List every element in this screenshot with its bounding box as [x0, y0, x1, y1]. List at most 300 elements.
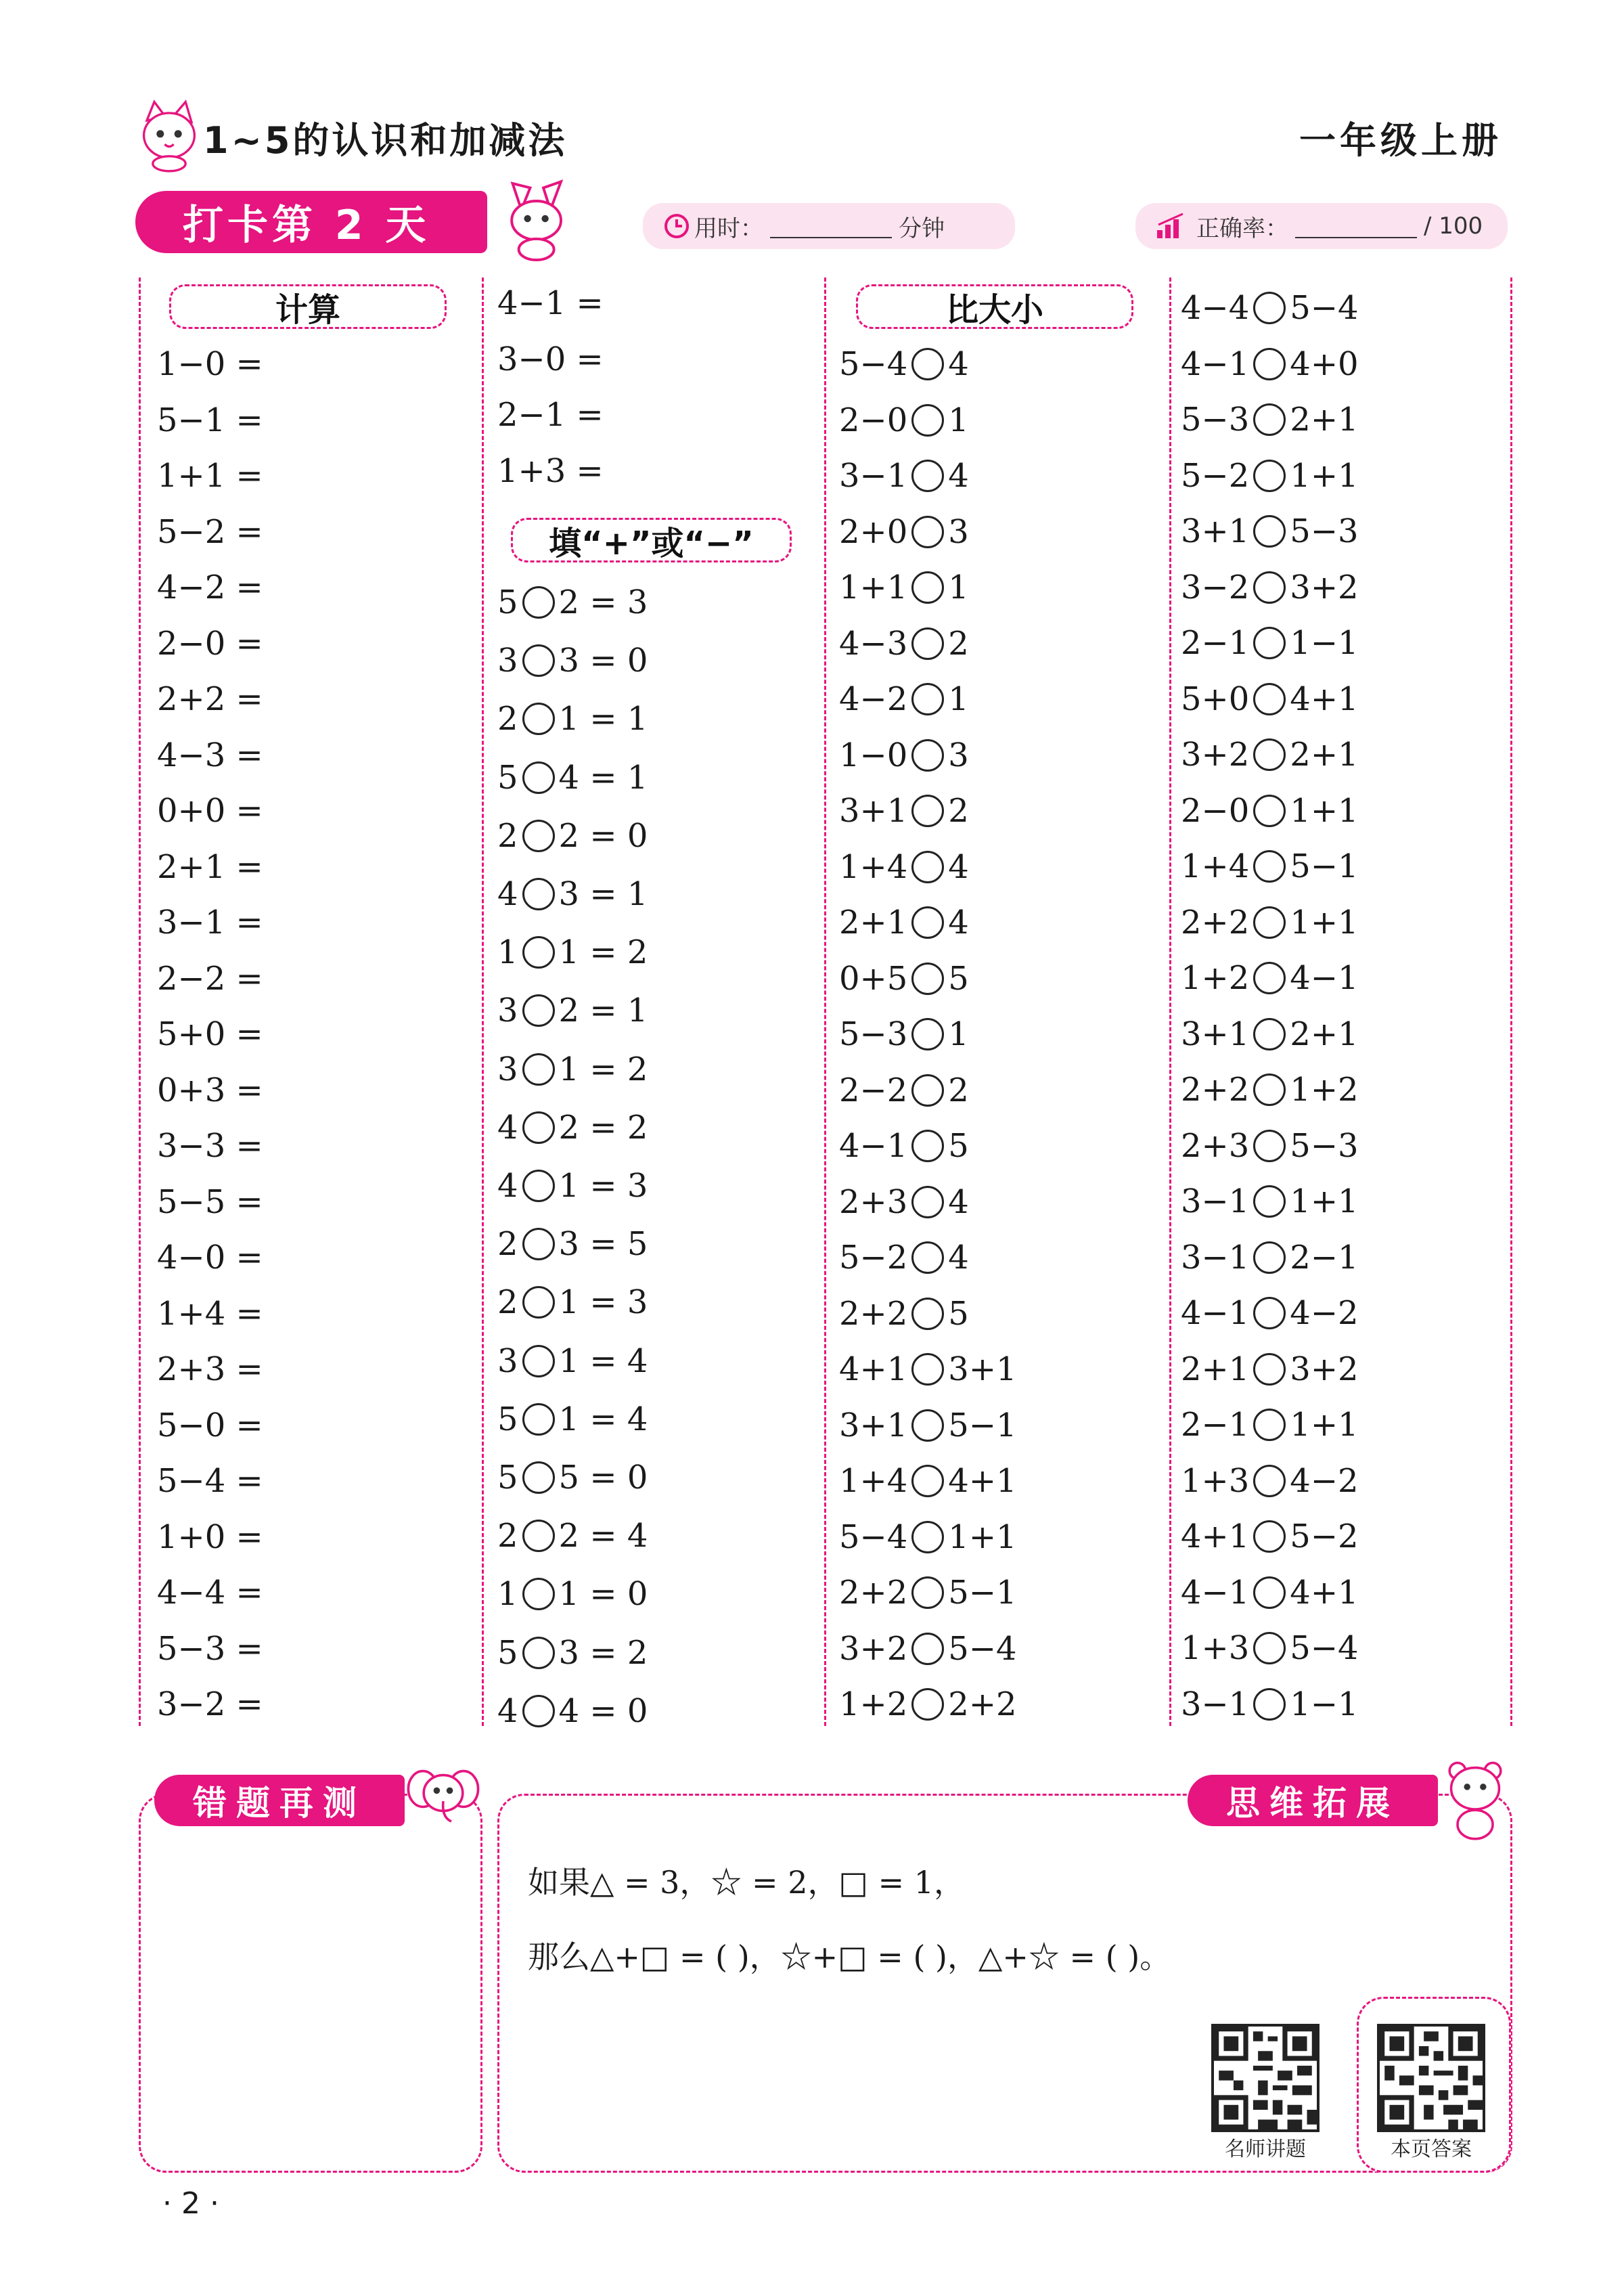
answer-circle[interactable] [911, 1633, 944, 1665]
compare-problem [1181, 1516, 1359, 1557]
fill-right: 3 = 1 [558, 875, 648, 913]
answer-circle[interactable] [522, 1111, 555, 1144]
compare-left: 3−2 [1181, 568, 1250, 606]
calc-problem [157, 1517, 263, 1557]
fill-right: 3 = 2 [558, 1633, 648, 1672]
calc-problem [157, 400, 263, 441]
chapter-title: 1~5的认识和加减法 [203, 119, 568, 162]
compare-problem [1181, 1628, 1359, 1668]
answer-circle[interactable] [1253, 962, 1286, 994]
section-compare-label: 比大小 [945, 290, 1043, 329]
fill-left: 5 [497, 1633, 518, 1672]
fill-left: 3 [497, 1050, 518, 1088]
qr-code-answer-icon[interactable] [1377, 2024, 1485, 2132]
accuracy-label: 正确率： [1196, 215, 1288, 242]
answer-circle[interactable] [911, 1241, 944, 1274]
compare-left: 1+2 [1181, 959, 1250, 997]
calc-expression: 5−5 = [157, 1182, 263, 1221]
elephant-mascot-icon [403, 1756, 484, 1838]
fill-problem [497, 874, 648, 914]
compare-right: 4+1 [1290, 680, 1359, 718]
compare-problem [1181, 1572, 1359, 1613]
answer-circle[interactable] [522, 1637, 555, 1669]
section-fill-label: 填“+”或“−” [549, 524, 754, 562]
compare-left: 1+4 [839, 847, 908, 886]
answer-circle[interactable] [1253, 571, 1286, 604]
compare-right: 2 [948, 792, 969, 830]
calc-expression: 3−0 = [497, 340, 604, 378]
answer-circle[interactable] [1253, 795, 1286, 827]
answer-circle[interactable] [911, 1688, 944, 1721]
answer-circle[interactable] [1253, 1353, 1286, 1386]
answer-circle[interactable] [522, 1520, 555, 1552]
calc-problem [157, 456, 263, 496]
answer-circle[interactable] [1253, 1576, 1286, 1609]
answer-circle[interactable] [1253, 1018, 1286, 1050]
answer-circle[interactable] [911, 1018, 944, 1050]
day-banner [135, 191, 487, 253]
qr2-caption: 本页答案 [1391, 2138, 1472, 2161]
compare-problem [1181, 1461, 1359, 1501]
calc-problem [157, 1349, 263, 1390]
compare-right: 1+1 [1290, 903, 1359, 942]
calc-problem [157, 1182, 263, 1222]
calc-problem [157, 1293, 263, 1334]
calc-expression: 2+3 = [157, 1350, 263, 1388]
calc-problem [497, 339, 604, 380]
fill-right: 3 = 5 [558, 1225, 648, 1264]
fill-left: 2 [497, 816, 518, 855]
divider-1 [482, 278, 484, 1726]
compare-right: 1−1 [1290, 1685, 1359, 1723]
calc-expression: 1+0 = [157, 1518, 263, 1556]
answer-circle[interactable] [1253, 1074, 1286, 1106]
compare-right: 1+1 [948, 1518, 1017, 1556]
answer-circle[interactable] [1253, 1688, 1286, 1721]
calc-problem [157, 1405, 263, 1446]
compare-problem [1181, 734, 1359, 775]
calc-problem [157, 623, 263, 664]
answer-circle[interactable] [1253, 1185, 1286, 1218]
calc-problem [157, 1237, 263, 1278]
answer-circle[interactable] [911, 1409, 944, 1442]
compare-problem [839, 1014, 969, 1055]
calc-problem [157, 902, 263, 943]
answer-circle[interactable] [911, 963, 944, 995]
compare-left: 2−2 [839, 1071, 908, 1109]
compare-problem [839, 512, 969, 552]
compare-problem [839, 567, 969, 608]
answer-circle[interactable] [911, 1353, 944, 1386]
compare-left: 1+3 [1181, 1461, 1250, 1500]
fill-right: 2 = 0 [558, 816, 648, 855]
time-unit: 分钟 [899, 215, 945, 242]
answer-circle[interactable] [911, 460, 944, 492]
compare-left: 3−1 [839, 457, 908, 495]
answer-circle[interactable] [911, 1521, 944, 1553]
answer-circle[interactable] [1253, 1409, 1286, 1441]
fill-left: 4 [497, 875, 518, 913]
calc-expression: 2+1 = [157, 847, 263, 886]
calc-expression: 3−2 = [157, 1685, 263, 1723]
think-line-2: 那么△+□ = ( )，☆+□ = ( )，△+☆ = ( )。 [528, 1939, 1171, 1975]
fill-problem [497, 932, 648, 973]
compare-left: 2−0 [839, 401, 908, 439]
compare-problem [839, 1461, 1017, 1501]
answer-circle[interactable] [522, 644, 555, 677]
answer-circle[interactable] [1253, 460, 1286, 492]
answer-circle[interactable] [911, 516, 944, 548]
answer-circle[interactable] [522, 1403, 555, 1436]
answer-circle[interactable] [1253, 348, 1286, 380]
compare-right: 2 [948, 624, 969, 663]
answer-circle[interactable] [1253, 906, 1286, 939]
calc-expression: 1+1 = [157, 457, 263, 495]
day-label: 打卡第 2 天 [183, 202, 430, 249]
answer-circle[interactable] [911, 851, 944, 883]
compare-left: 4−1 [1181, 345, 1250, 383]
compare-left: 3+1 [1181, 512, 1250, 550]
compare-right: 3 [948, 736, 969, 774]
calc-expression: 5−3 = [157, 1629, 263, 1668]
compare-problem [839, 1126, 969, 1166]
compare-problem [1181, 1237, 1359, 1278]
calc-problem [157, 1070, 263, 1111]
answer-circle[interactable] [911, 627, 944, 660]
answer-circle[interactable] [522, 1170, 555, 1202]
answer-circle[interactable] [1253, 1520, 1286, 1553]
section-compare [856, 284, 1133, 329]
compare-problem [1181, 846, 1359, 887]
compare-left: 4−2 [839, 680, 908, 718]
compare-right: 3+2 [1290, 1350, 1359, 1388]
answer-circle[interactable] [1253, 1130, 1286, 1162]
compare-right: 1−1 [1290, 624, 1359, 662]
compare-problem [839, 1629, 1017, 1669]
compare-problem [839, 1293, 969, 1334]
compare-problem [839, 1517, 1017, 1557]
answer-circle[interactable] [522, 878, 555, 910]
compare-left: 5−3 [1181, 401, 1250, 439]
compare-right: 4+0 [1290, 345, 1359, 383]
calc-expression: 4−2 = [157, 569, 263, 606]
fill-right: 4 = 1 [558, 758, 648, 797]
answer-circle[interactable] [522, 1286, 555, 1319]
calc-problem [497, 395, 604, 435]
calc-problem [497, 283, 604, 324]
time-input[interactable] [770, 214, 892, 238]
compare-problem [839, 623, 969, 664]
fill-left: 2 [497, 700, 518, 738]
calc-problem [157, 679, 263, 720]
accuracy-input[interactable] [1295, 214, 1417, 238]
compare-left: 5−3 [839, 1015, 908, 1053]
compare-problem [1181, 511, 1359, 552]
calc-expression: 3−1 = [157, 904, 263, 942]
compare-right: 4+1 [1290, 1573, 1359, 1612]
compare-right: 5−3 [1290, 512, 1359, 550]
compare-problem [1181, 1126, 1359, 1166]
compare-problem [839, 791, 969, 831]
accuracy-box [1135, 203, 1508, 249]
answer-circle[interactable] [911, 795, 944, 827]
fill-problem [497, 699, 648, 739]
fill-left: 2 [497, 1225, 518, 1264]
answer-circle[interactable] [1253, 1632, 1286, 1664]
compare-left: 3+2 [1181, 736, 1250, 774]
answer-circle[interactable] [522, 1345, 555, 1377]
tiger-mascot-icon [1435, 1756, 1516, 1844]
divider-2 [824, 278, 826, 1726]
compare-right: 1+1 [1290, 1182, 1359, 1220]
fill-right: 5 = 0 [558, 1459, 648, 1497]
compare-left: 2−1 [1181, 624, 1250, 662]
compare-right: 3+2 [1290, 568, 1359, 606]
compare-left: 2+2 [1181, 1071, 1250, 1109]
answer-circle[interactable] [522, 994, 555, 1027]
compare-problem [1181, 344, 1359, 384]
compare-left: 3+1 [1181, 1015, 1250, 1053]
answer-circle[interactable] [522, 586, 555, 619]
compare-left: 1+4 [839, 1462, 908, 1500]
calc-expression: 3−3 = [157, 1127, 263, 1165]
compare-right: 5−4 [948, 1629, 1017, 1668]
fill-right: 2 = 1 [558, 992, 648, 1030]
calc-expression: 4−3 = [157, 736, 263, 774]
divider-3 [1169, 278, 1171, 1726]
retest-tag-label: 错题再测 [193, 1784, 366, 1823]
think-tag-label: 思维拓展 [1226, 1784, 1399, 1823]
fill-right: 1 = 4 [558, 1400, 648, 1438]
kitten-mascot-icon [132, 98, 206, 173]
compare-problem [1181, 791, 1359, 831]
answer-circle[interactable] [1253, 515, 1286, 548]
answer-circle[interactable] [1253, 1297, 1286, 1329]
calc-problem [157, 344, 263, 384]
compare-left: 2−0 [1181, 791, 1250, 830]
fill-left: 1 [497, 933, 518, 972]
compare-problem [1181, 567, 1359, 608]
calc-expression: 0+0 = [157, 792, 263, 830]
compare-left: 3−1 [1181, 1182, 1250, 1220]
fill-right: 1 = 3 [558, 1283, 648, 1322]
fill-problem [497, 1341, 648, 1381]
answer-circle[interactable] [911, 1186, 944, 1218]
answer-circle[interactable] [911, 404, 944, 437]
calc-expression: 1+3 = [497, 451, 604, 490]
answer-circle[interactable] [911, 683, 944, 715]
compare-left: 5−2 [1181, 456, 1250, 495]
compare-right: 5 [948, 1127, 969, 1165]
qr1-caption: 名师讲题 [1225, 2138, 1306, 2161]
compare-left: 1+4 [1181, 847, 1250, 885]
compare-left: 1+3 [1181, 1629, 1250, 1667]
fill-problem [497, 1633, 648, 1673]
answer-circle[interactable] [911, 1576, 944, 1609]
compare-right: 5−4 [1290, 1629, 1359, 1667]
fill-problem [497, 1457, 648, 1498]
answer-circle[interactable] [1253, 627, 1286, 659]
kangaroo-mascot-icon [491, 175, 579, 263]
fill-left: 5 [497, 583, 518, 621]
compare-problem [1181, 902, 1359, 943]
compare-problem [839, 1684, 1017, 1725]
calc-expression: 0+3 = [157, 1071, 263, 1109]
compare-left: 1+1 [839, 569, 908, 606]
compare-left: 0+5 [839, 959, 908, 998]
compare-right: 4 [948, 904, 969, 942]
time-box [643, 203, 1015, 249]
compare-left: 2−1 [1181, 1406, 1250, 1444]
think-line-1: 如果△ = 3，☆ = 2，□ = 1， [528, 1864, 965, 1901]
answer-circle[interactable] [1253, 738, 1286, 771]
divider-left [139, 278, 141, 1726]
compare-right: 4−2 [1290, 1294, 1359, 1332]
accuracy-total: / 100 [1424, 213, 1483, 240]
compare-right: 1 [948, 1015, 969, 1053]
calc-expression: 4−1 = [497, 284, 604, 322]
compare-left: 4−1 [1181, 1294, 1250, 1332]
compare-right: 4−1 [1290, 959, 1359, 997]
compare-problem [1181, 1349, 1359, 1390]
fill-right: 1 = 0 [558, 1575, 648, 1614]
compare-right: 2+1 [1290, 1015, 1359, 1053]
compare-problem [839, 1182, 969, 1222]
compare-problem [1181, 1181, 1359, 1222]
calc-expression: 5−2 = [157, 512, 263, 551]
fill-left: 2 [497, 1283, 518, 1322]
fill-problem [497, 1282, 648, 1323]
fill-right: 1 = 2 [558, 933, 648, 972]
fill-left: 3 [497, 1342, 518, 1380]
compare-right: 2+1 [1290, 401, 1359, 439]
fill-problem [497, 1224, 648, 1264]
compare-left: 2+2 [1181, 903, 1250, 942]
compare-right: 4 [948, 847, 969, 886]
compare-problem [1181, 679, 1359, 720]
calc-expression: 5+0 = [157, 1015, 263, 1053]
fill-left: 3 [497, 642, 518, 680]
calc-problem [157, 791, 263, 831]
fill-problem [497, 990, 648, 1031]
answer-circle[interactable] [911, 1074, 944, 1107]
compare-right: 5−2 [1290, 1518, 1359, 1555]
compare-problem [839, 958, 969, 999]
compare-right: 4 [948, 1182, 969, 1221]
answer-circle[interactable] [1253, 1465, 1286, 1497]
compare-problem [839, 1349, 1017, 1390]
answer-circle[interactable] [911, 1465, 944, 1497]
answer-circle[interactable] [1253, 850, 1286, 883]
compare-problem [839, 344, 969, 384]
answer-circle[interactable] [911, 906, 944, 939]
answer-circle[interactable] [522, 1578, 555, 1610]
answer-circle[interactable] [522, 1461, 555, 1494]
compare-problem [839, 847, 969, 887]
fill-problem [497, 816, 648, 856]
calc-expression: 5−0 = [157, 1406, 263, 1444]
compare-right: 1+1 [1290, 791, 1359, 830]
answer-circle[interactable] [522, 820, 555, 852]
answer-circle[interactable] [522, 761, 555, 794]
fill-problem [497, 1049, 648, 1090]
compare-right: 5−4 [1290, 289, 1359, 327]
fill-problem [497, 1107, 648, 1148]
page-number: · 2 · [162, 2186, 219, 2221]
compare-left: 2+2 [839, 1574, 908, 1612]
answer-circle[interactable] [1253, 683, 1286, 715]
answer-circle[interactable] [911, 348, 944, 380]
fill-problem [497, 582, 648, 623]
compare-problem [1181, 1069, 1359, 1110]
fill-left: 1 [497, 1575, 518, 1614]
answer-circle[interactable] [911, 571, 944, 604]
calc-problem [497, 451, 604, 491]
fill-left: 4 [497, 1691, 518, 1730]
answer-circle[interactable] [522, 703, 555, 735]
compare-left: 2+0 [839, 512, 908, 551]
qr-code-lecture-icon[interactable] [1211, 2024, 1320, 2132]
compare-left: 4−1 [1181, 1573, 1250, 1612]
compare-right: 5−1 [948, 1406, 1017, 1444]
answer-circle[interactable] [911, 1298, 944, 1330]
fill-right: 1 = 3 [558, 1167, 648, 1205]
compare-problem [839, 902, 969, 943]
compare-right: 3+1 [948, 1350, 1017, 1388]
answer-circle[interactable] [1253, 292, 1286, 324]
answer-circle[interactable] [522, 936, 555, 969]
fill-problem [497, 1166, 648, 1206]
calc-problem [157, 1461, 263, 1501]
compare-left: 2+2 [839, 1294, 908, 1333]
fill-right: 2 = 4 [558, 1517, 648, 1555]
fill-right: 1 = 1 [558, 700, 648, 738]
answer-circle[interactable] [911, 1130, 944, 1162]
compare-problem [1181, 399, 1359, 440]
fill-right: 1 = 2 [558, 1050, 648, 1088]
fill-left: 4 [497, 1167, 518, 1205]
fill-left: 5 [497, 758, 518, 797]
answer-circle[interactable] [522, 1228, 555, 1260]
compare-right: 2+2 [948, 1685, 1017, 1723]
compare-left: 3+1 [839, 792, 908, 830]
compare-problem [839, 1237, 969, 1278]
compare-problem [839, 679, 969, 720]
answer-circle[interactable] [522, 1053, 555, 1086]
divider-right [1510, 278, 1512, 1726]
calc-problem [157, 1126, 263, 1166]
retest-box[interactable] [139, 1794, 482, 2173]
answer-circle[interactable] [1253, 1241, 1286, 1274]
fill-problem [497, 1515, 648, 1556]
compare-left: 3+1 [839, 1406, 908, 1444]
answer-circle[interactable] [522, 1695, 555, 1727]
think-tag [1188, 1775, 1438, 1826]
answer-circle[interactable] [911, 739, 944, 772]
compare-left: 3−1 [1181, 1238, 1250, 1277]
compare-right: 4 [948, 345, 969, 383]
compare-problem [839, 1070, 969, 1111]
compare-left: 3−1 [1181, 1685, 1250, 1723]
answer-circle[interactable] [1253, 403, 1286, 436]
compare-right: 5−1 [1290, 847, 1359, 885]
compare-problem [839, 1405, 1017, 1446]
compare-problem [839, 735, 969, 776]
compare-right: 2−1 [1290, 1238, 1359, 1277]
fill-left: 2 [497, 1517, 518, 1555]
calc-problem [157, 1572, 263, 1613]
section-calc [169, 284, 447, 329]
